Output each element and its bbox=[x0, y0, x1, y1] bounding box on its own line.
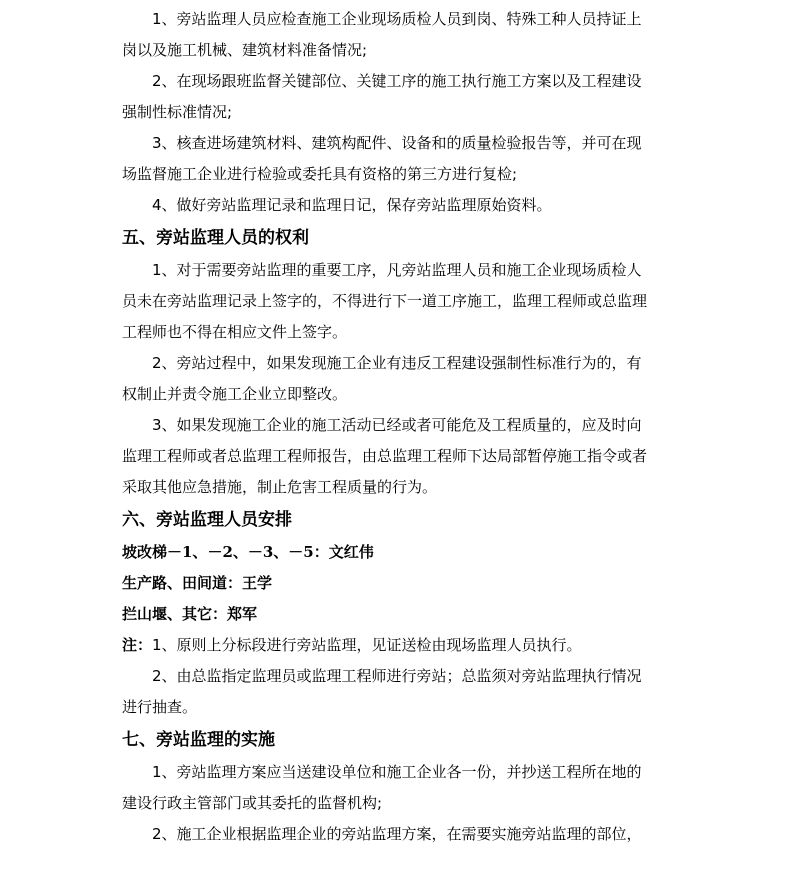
section7-item-1-line2: 建设行政主管部门或其委托的监督机构; bbox=[122, 794, 383, 812]
section4-item-1-line1: 1、旁站监理人员应检查施工企业现场质检人员到岗、特殊工种人员持证上 bbox=[152, 10, 642, 28]
section5-item-3-line2: 监理工程师或者总监理工程师报告，由总监理工程师下达局部暂停施工指令或者 bbox=[122, 447, 648, 465]
section7-item-2-line1: 2、施工企业根据监理企业的旁站监理方案，在需要实施旁站监理的部位， bbox=[152, 825, 642, 843]
note-label: 注： bbox=[122, 636, 153, 654]
section7-heading: 七、旁站监理的实施 bbox=[122, 730, 275, 750]
section5-item-2 bbox=[122, 348, 678, 410]
section4-item-2-line2: 强制性标准情况; bbox=[122, 103, 233, 121]
section4-item-1-line2: 岗以及施工机械、建筑材料准备情况; bbox=[122, 41, 368, 59]
section5-item-1-line3: 工程师也不得在相应文件上签字。 bbox=[122, 323, 348, 341]
section5-heading: 五、旁站监理人员的权利 bbox=[122, 228, 309, 248]
section4-item-3 bbox=[122, 128, 678, 190]
note-item-2-line1: 2、由总监指定监理员或监理工程师进行旁站；总监须对旁站监理执行情况 bbox=[152, 667, 642, 685]
section4-item-3-line2: 场监督施工企业进行检验或委托具有资格的第三方进行复检; bbox=[122, 165, 518, 183]
assignment-2: 生产路、田间道：王学 bbox=[122, 574, 273, 592]
note-item-2-line2: 进行抽查。 bbox=[122, 698, 198, 716]
section5-item-1-line2: 员未在旁站监理记录上签字的，不得进行下一道工序施工，监理工程师或总监理 bbox=[122, 292, 648, 310]
section5-item-3-line3: 采取其他应急措施，制止危害工程质量的行为。 bbox=[122, 478, 438, 496]
assignment-1: 坡改梯－1、－2、－3、－5：文红伟 bbox=[122, 543, 374, 561]
section5-item-2-line1: 2、旁站过程中，如果发现施工企业有违反工程建设强制性标准行为的，有 bbox=[152, 354, 642, 372]
section5-item-1-line1: 1、对于需要旁站监理的重要工序，凡旁站监理人员和施工企业现场质检人 bbox=[152, 261, 642, 279]
section7-item-1 bbox=[122, 757, 678, 819]
section5-item-2-line2: 权制止并责令施工企业立即整改。 bbox=[122, 385, 348, 403]
section4-item-3-line1: 3、核查进场建筑材料、建筑构配件、设备和的质量检验报告等，并可在现 bbox=[152, 134, 642, 152]
document-body bbox=[122, 4, 678, 850]
note-line-1 bbox=[122, 630, 678, 661]
section4-item-2-line1: 2、在现场跟班监督关键部位、关键工序的施工执行施工方案以及工程建设 bbox=[152, 72, 642, 90]
section5-item-1 bbox=[122, 255, 678, 348]
assignment-3: 拦山堰、其它：郑军 bbox=[122, 605, 258, 623]
section5-item-3-line1: 3、如果发现施工企业的施工活动已经或者可能危及工程质量的，应及时向 bbox=[152, 416, 642, 434]
section4-item-4 bbox=[122, 190, 678, 221]
note-item-1: 1、原则上分标段进行旁站监理，见证送检由现场监理人员执行。 bbox=[152, 636, 582, 654]
section7-item-2 bbox=[122, 819, 678, 850]
section4-item-2 bbox=[122, 66, 678, 128]
section5-item-3 bbox=[122, 410, 678, 503]
section6-note bbox=[122, 630, 678, 723]
section6-heading: 六、旁站监理人员安排 bbox=[122, 510, 292, 530]
section4-item-1 bbox=[122, 4, 678, 66]
section7-item-1-line1: 1、旁站监理方案应当送建设单位和施工企业各一份，并抄送工程所在地的 bbox=[152, 763, 642, 781]
section4-item-4-line1: 4、做好旁站监理记录和监理日记，保存旁站监理原始资料。 bbox=[152, 196, 552, 214]
